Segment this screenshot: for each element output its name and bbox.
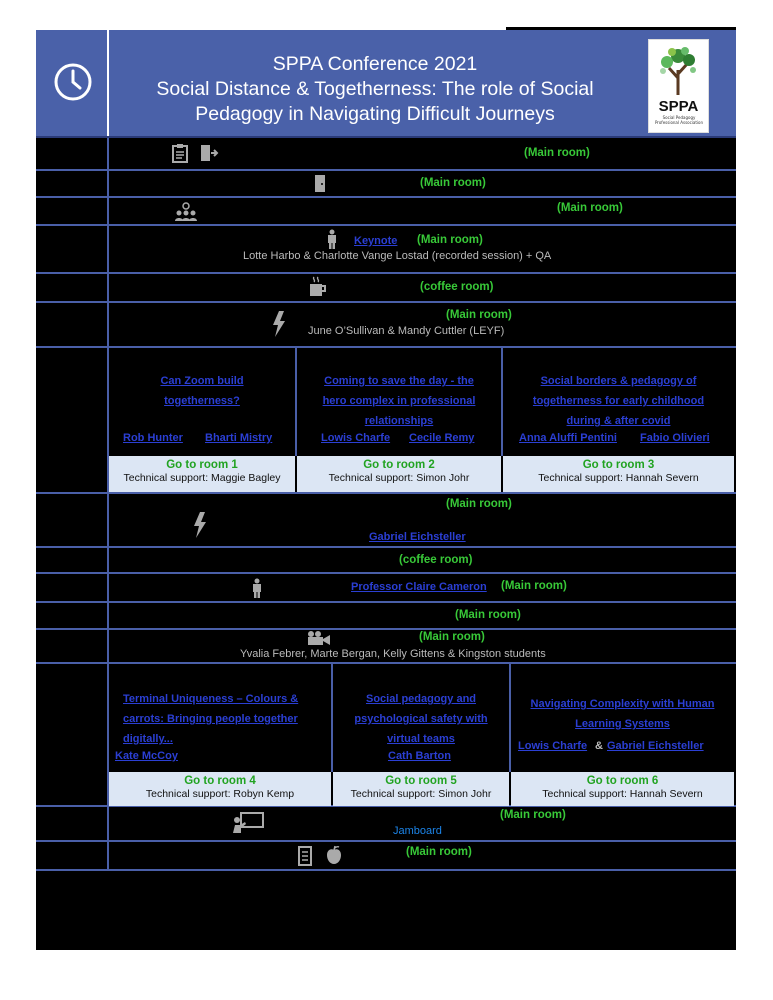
door-exit-icon [199,143,219,163]
speaker-link[interactable]: Lowis Charfe [321,432,391,444]
tree-icon [649,40,708,98]
time-cell [36,548,109,572]
time-cell [36,274,109,301]
room-label: (Main room) [417,234,483,246]
time-cell [36,138,109,169]
agenda-row [36,630,736,664]
room-box[interactable] [109,772,331,806]
room-label: (Main room) [406,846,472,858]
agenda-row [36,303,736,348]
technical-support: Technical support: Maggie Bagley [123,472,281,484]
go-to-room-link: Go to room 5 [385,775,457,787]
workshop-cell [109,348,297,484]
workshop-title[interactable]: Terminal Uniqueness – Colours & carrots: Bringing people together digitally... [123,693,299,745]
time-cell [36,171,109,196]
title-line: SPPA Conference 2021 [272,53,478,75]
people-location-icon [174,202,198,221]
logo-text: SPPA [658,98,699,115]
speaker-link[interactable]: Lowis Charfe [518,740,588,752]
time-cell [36,198,109,224]
list-icon [298,846,312,866]
speaker-link[interactable]: Anna Aluffi Pentini [519,432,617,444]
workshop-cell [297,348,503,484]
agenda-row [36,603,736,630]
workshop-title[interactable]: Can Zoom build togetherness? [160,375,244,407]
room-label: (Main room) [419,631,485,643]
speaker-icon [251,578,263,598]
workshop-title[interactable]: Social borders & pedagogy of togetherness for early childhood during & after covid [532,375,705,427]
room-label: (Main room) [524,147,590,159]
time-cell [36,303,109,346]
speaker-link[interactable]: Fabio Olivieri [640,432,710,444]
speaker-icon [326,229,338,249]
agenda-row [36,807,736,842]
door-icon [313,174,327,193]
header [36,30,736,138]
agenda-row [36,226,736,274]
agenda-row [36,198,736,226]
speakers-text: Yvalia Febrer, Marte Bergan, Kelly Gittens & Kingston students [240,648,546,660]
speaker-link[interactable]: Gabriel Eichsteller [369,531,466,543]
room-box[interactable] [333,772,509,806]
speaker-link[interactable]: Gabriel Eichsteller [607,740,704,752]
room-label: (Main room) [446,309,512,321]
workshop-cell [109,664,333,800]
room-label: (coffee room) [399,554,473,566]
workshop-cell [503,348,734,484]
agenda-row [36,494,736,548]
speaker-link[interactable]: Cath Barton [388,750,451,762]
coffee-icon [308,276,328,298]
agenda-row [36,548,736,574]
title-line: Pedagogy in Navigating Difficult Journeys [195,103,555,125]
room-label: (Main room) [500,809,566,821]
sppa-logo [648,39,709,133]
time-cell [36,603,109,628]
workshop-title[interactable]: Social pedagogy and psychological safety with virtual teams [354,693,488,745]
title-line: Social Distance & Togetherness: The role of Social [156,78,594,100]
keynote-link[interactable]: Keynote [354,235,398,247]
agenda-row [36,842,736,871]
room-label: (Main room) [557,202,623,214]
workshop-row [36,348,736,494]
workshop-row [36,664,736,807]
presentation-icon [231,811,265,835]
agenda-row [36,574,736,603]
workshop-title[interactable]: Navigating Complexity with Human Learning Systems [530,698,715,730]
agenda-row [36,138,736,171]
speakers-text: June O’Sullivan & Mandy Cuttler (LEYF) [308,325,505,337]
workshop-cell [333,664,511,800]
time-cell [36,630,109,662]
go-to-room-link: Go to room 6 [586,775,659,787]
speaker-link[interactable]: Cecile Remy [409,432,475,444]
room-label: (Main room) [501,580,567,592]
room-label: (Main room) [455,609,521,621]
lightning-icon [272,311,286,337]
time-cell [36,494,109,546]
agenda-row [36,171,736,198]
speaker-link[interactable]: Bharti Mistry [205,432,273,444]
speakers-text: Lotte Harbo & Charlotte Vange Lostad (recorded session) + QA [243,250,552,262]
workshop-cell [511,664,734,800]
technical-support: Technical support: Hannah Severn [542,788,703,800]
agenda-row [36,274,736,303]
speaker-link[interactable]: Professor Claire Cameron [351,581,487,593]
speaker-link[interactable]: Rob Hunter [123,432,183,444]
jamboard-label: Jamboard [393,825,442,837]
schedule-page [36,27,736,950]
speaker-link[interactable]: Kate McCoy [115,750,178,762]
go-to-room-link: Go to room 1 [166,459,238,471]
go-to-room-link: Go to room 2 [363,459,435,471]
workshop-title[interactable]: Coming to save the day - the hero complex in professional relationships [322,375,476,427]
room-box[interactable] [511,772,734,806]
technical-support: Technical support: Hannah Severn [538,472,699,484]
time-cell [36,842,109,869]
ampersand: & [595,740,603,752]
room-label: (coffee room) [420,281,494,293]
go-to-room-link: Go to room 4 [184,775,256,787]
lightning-icon [193,512,207,538]
logo-subtext: Social Pedagogy Professional Association [654,115,704,125]
technical-support: Technical support: Simon Johr [350,788,492,800]
time-cell [36,226,109,272]
time-cell [36,664,109,805]
video-camera-icon [306,630,332,646]
page-title [110,52,640,127]
time-column-header [36,30,109,136]
room-box[interactable] [109,456,295,492]
technical-support: Technical support: Simon Johr [328,472,470,484]
technical-support: Technical support: Robyn Kemp [145,788,295,800]
clipboard-icon [171,143,189,163]
time-cell [36,574,109,601]
go-to-room-link: Go to room 3 [582,459,655,471]
apple-icon [326,845,342,865]
time-cell [36,348,109,492]
room-label: (Main room) [420,177,486,189]
room-box[interactable] [503,456,734,492]
time-cell [36,807,109,840]
room-box[interactable] [297,456,501,492]
room-label: (Main room) [446,498,512,510]
clock-icon [53,62,93,102]
